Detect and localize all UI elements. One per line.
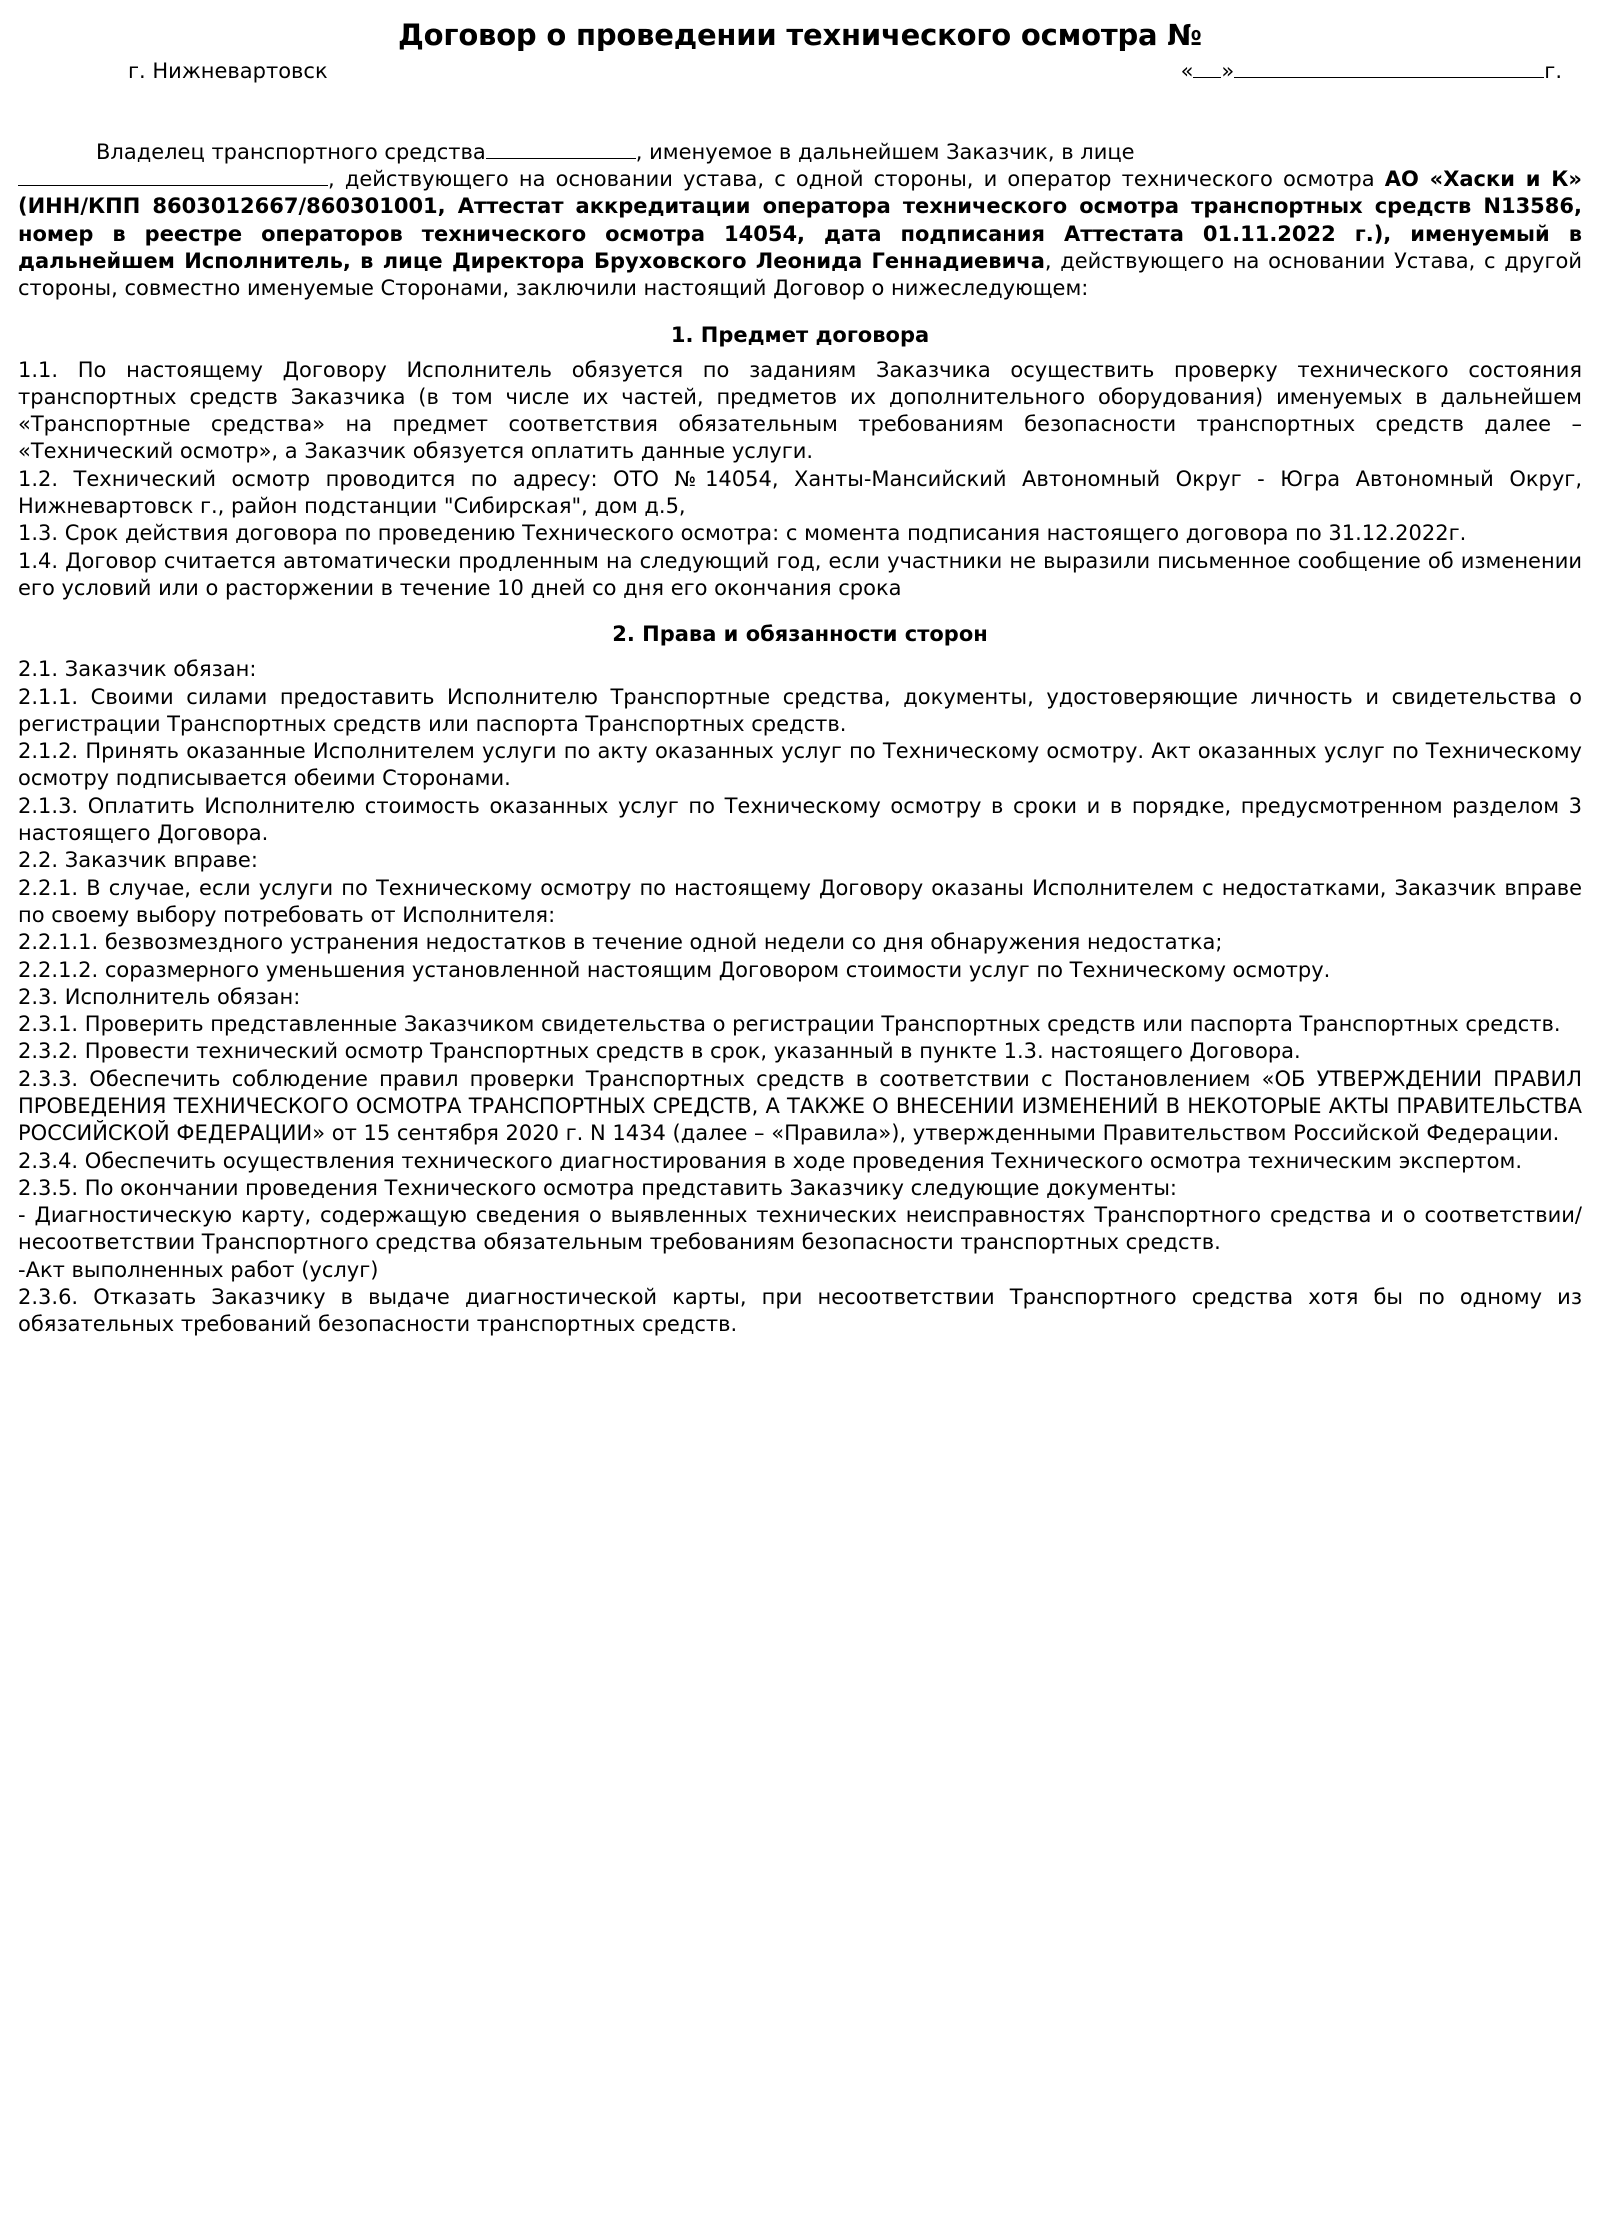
date-day-blank: [1193, 77, 1221, 78]
page-title: Договор о проведении технического осмотра №: [398, 18, 1202, 52]
clause-2-3-3: 2.3.3. Обеспечить соблюдение правил проверки Транспортных средств в соответствии с Постановлением «ОБ УТВЕРЖДЕНИИ ПРАВИЛ ПРОВЕДЕНИЯ ТЕХНИЧЕСКОГО ОСМОТРА ТРАНСПОРТНЫХ СРЕДСТВ, А ТАКЖЕ О ВНЕСЕНИИ ИЗМЕНЕНИЙ В НЕКОТОРЫЕ АКТЫ ПРАВИТЕЛЬСТВА РОССИЙСКОЙ ФЕДЕРАЦИИ» от 15 сентября 2020 г. N 1434 (далее – «Правила»), утвержденными Правительством Российской Федерации.: [18, 1066, 1582, 1146]
representative-blank: [18, 185, 328, 186]
document-header-line: [18, 59, 1582, 83]
date-suffix: г.: [1544, 58, 1562, 83]
preamble-paragraph: [18, 139, 1582, 166]
operator-details: АО «Хаски и К» (ИНН/КПП 8603012667/860301001, Аттестат аккредитации оператора технического осмотра транспортных средств N13586, номер в реестре операторов технического осмотра 14054, дата подписания Аттестата 01.11.2022 г.), именуемый в дальнейшем Исполнитель, в лице Директора Бруховского Леонида Геннадиевича: [18, 167, 1582, 273]
clause-2-3-6: 2.3.6. Отказать Заказчику в выдаче диагностической карты, при несоответствии Транспортного средства хотя бы по одному из обязательных требований безопасности транспортных средств.: [18, 1285, 1582, 1337]
clause-1-2: 1.2. Технический осмотр проводится по адресу: ОТО №14054, Ханты-Мансийский Автономный Округ - Югра Автономный Округ, Нижневартовск г., район подстанции "Сибирская", дом д.5,: [18, 466, 1582, 519]
clause-2-3-5: 2.3.5. По окончании проведения Технического осмотра представить Заказчику следующие документы:: [18, 1175, 1177, 1200]
clause-1-4: 1.4. Договор считается автоматически продленным на следующий год, если участники не выразили письменное сообщение об изменении его условий или о расторжении в течение 10 дней со дня его окончания срока: [18, 548, 1582, 600]
clause-2-1-3: 2.1.3. Оплатить Исполнителю стоимость оказанных услуг по Техническому осмотру в сроки и в порядке, предусмотренном разделом 3 настоящего Договора.: [18, 793, 1582, 846]
clause-2-3-5-item-2: -Акт выполненных работ (услуг): [18, 1257, 379, 1282]
clause-1-1: 1.1. По настоящему Договору Исполнитель обязуется по заданиям Заказчика осуществить проверку технического состояния транспортных средств Заказчика (в том числе их частей, предметов их дополнительного оборудования) именуемых в дальнейшем «Транспортные средства» на предмет соответствия обязательным требованиям безопасности транспортных средств далее – «Технический осмотр», а Заказчик обязуется оплатить данные услуги.: [18, 357, 1582, 464]
date-line: [1181, 59, 1562, 83]
preamble-paragraph-2: [18, 166, 1582, 302]
clause-2-1-1: 2.1.1. Своими силами предоставить Исполнителю Транспортные средства, документы, удостоверяющие личность и свидетельства о регистрации Транспортных средств или паспорта Транспортных средств.: [18, 684, 1582, 736]
clause-2-3: 2.3. Исполнитель обязан:: [18, 984, 301, 1009]
city-label: г. Нижневартовск: [128, 58, 328, 83]
spacer-top: [18, 87, 1582, 139]
preamble-basis-text: , действующего на основании устава, с одной стороны, и оператор технического осмотра: [328, 167, 1385, 192]
date-quote-close: »: [1221, 58, 1235, 83]
clause-2-2-1-2: 2.2.1.2. соразмерного уменьшения установленной настоящим Договором стоимости услуг по Техническому осмотру.: [18, 957, 1331, 982]
section-heading-1: 1. Предмет договора: [670, 322, 930, 347]
section-heading-2: 2. Права и обязанности сторон: [612, 622, 988, 647]
preamble-tail-text: , действующего на основании Устава, с другой стороны, совместно именуемые Сторонами, заключили настоящий Договор о нижеследующем:: [18, 248, 1582, 301]
clause-2-3-2: 2.3.2. Провести технический осмотр Транспортных средств в срок, указанный в пункте 1.3. настоящего Договора.: [18, 1039, 1301, 1064]
clause-2-2-1-1: 2.2.1.1. безвозмездного устранения недостатков в течение одной недели со дня обнаружения недостатка;: [18, 930, 1223, 955]
clause-2-2: 2.2. Заказчик вправе:: [18, 848, 258, 873]
owner-name-blank: [486, 158, 636, 159]
clause-2-3-1: 2.3.1. Проверить представленные Заказчиком свидетельства о регистрации Транспортных средств или паспорта Транспортных средств.: [18, 1012, 1561, 1037]
clause-1-3: 1.3. Срок действия договора по проведению Технического осмотра: с момента подписания настоящего договора по 31.12.2022г.: [18, 521, 1467, 546]
preamble-customer-text: , именуемое в дальнейшем Заказчик, в лице: [635, 139, 1135, 164]
clause-2-1: 2.1. Заказчик обязан:: [18, 657, 257, 682]
clause-2-3-5-item-1: - Диагностическую карту, содержащую сведения о выявленных технических неисправностях Транспортного средства и о соответствии/несоответствии Транспортного средства обязательным требованиям безопасности транспортных средств.: [18, 1203, 1582, 1255]
clause-2-2-1: 2.2.1. В случае, если услуги по Техническому осмотру по настоящему Договору оказаны Исполнителем с недостатками, Заказчик вправе по своему выбору потребовать от Исполнителя:: [18, 875, 1582, 927]
clause-2-3-4: 2.3.4. Обеспечить осуществления технического диагностирования в ходе проведения Технического осмотра техническим экспертом.: [18, 1148, 1523, 1173]
date-month-year-blank: [1234, 77, 1544, 78]
preamble-owner-label: Владелец транспортного средства: [96, 139, 486, 164]
clause-2-1-2: 2.1.2. Принять оказанные Исполнителем услуги по акту оказанных услуг по Техническому осмотру. Акт оказанных услуг по Техническому осмотру подписывается обеими Сторонами.: [18, 739, 1582, 791]
date-quote-open: «: [1180, 58, 1194, 83]
